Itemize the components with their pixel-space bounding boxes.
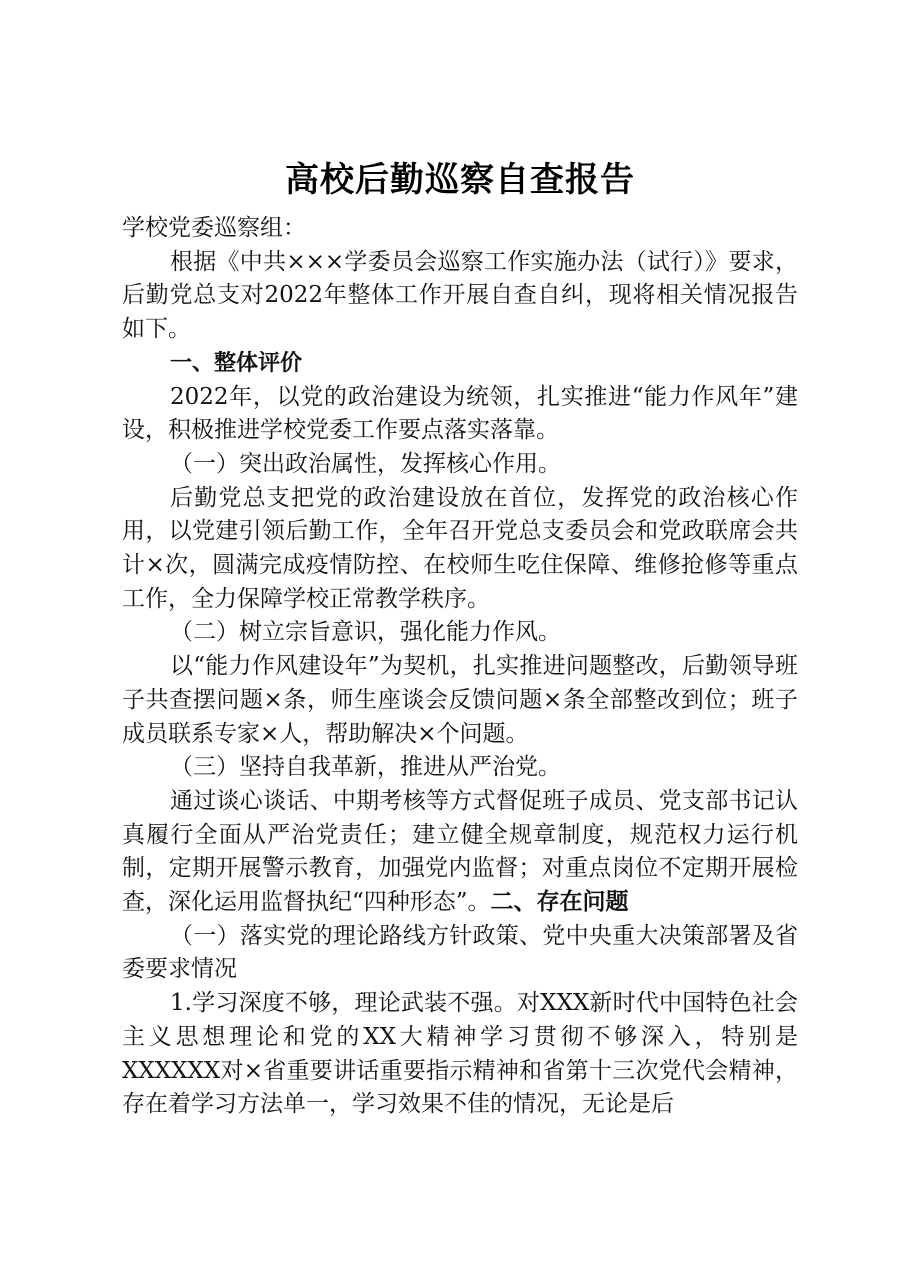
intro-paragraph: 根据《中共×××学委员会巡察工作实施办法（试行）》要求，后勤党总支对2022年整体工作开展自查自纠，现将相关情况报告如下。 [122, 248, 798, 343]
document-title: 高校后勤巡察自查报告 [285, 160, 635, 200]
section1-heading: 一、整体评价 [170, 350, 303, 376]
section1-summary: 2022年，以党的政治建设为统领，扎实推进“能力作风年”建设，积极推进学校党委工作要点落实落靠。 [122, 383, 798, 444]
section1-item3-body-with-section2-heading [122, 785, 798, 920]
section1-item3-heading: （三）坚持自我革新，推进从严治党。 [170, 754, 561, 781]
section1-item2-body: 以“能力作风建设年”为契机，扎实推进问题整改，后勤领导班子共查摆问题×条，师生座谈会反馈问题×条全部整改到位；班子成员联系专家×人，帮助解决×个问题。 [122, 653, 798, 747]
section1-item1-heading: （一）突出政治属性，发挥核心作用。 [170, 450, 561, 477]
section2-heading: 二、存在问题 [490, 889, 629, 916]
section2-item1-heading: （一）落实党的理论路线方针政策、党中央重大决策部署及省委要求情况 [122, 922, 798, 983]
section1-item3-body: 通过谈心谈话、中期考核等方式督促班子成员、党支部书记认真履行全面从严治党责任；建立健全规章制度，规范权力运行机制，定期开展警示教育，加强党内监督；对重点岗位不定期开展检查，深化运用监督执纪“四种形态”。 [122, 787, 798, 916]
section1-item2-heading: （二）树立宗旨意识，强化能力作风。 [170, 619, 561, 646]
section1-item1-body: 后勤党总支把党的政治建设放在首位，发挥党的政治核心作用，以党建引领后勤工作，全年召开党总支委员会和党政联席会共计×次，圆满完成疫情防控、在校师生吃住保障、维修抢修等重点工作，全力保障学校正常教学秩序。 [122, 484, 798, 612]
salutation: 学校党委巡察组： [122, 215, 306, 241]
document-page [122, 150, 798, 1122]
section2-item1-body: 1.学习深度不够，理论武装不强。对XXX新时代中国特色社会主义思想理论和党的XX大精神学习贯彻不够深入，特别是XXXXXX对×省重要讲话重要指示精神和省第十三次党代会精神，存在着学习方法单一，学习效果不佳的情况，无论是后 [122, 990, 798, 1118]
